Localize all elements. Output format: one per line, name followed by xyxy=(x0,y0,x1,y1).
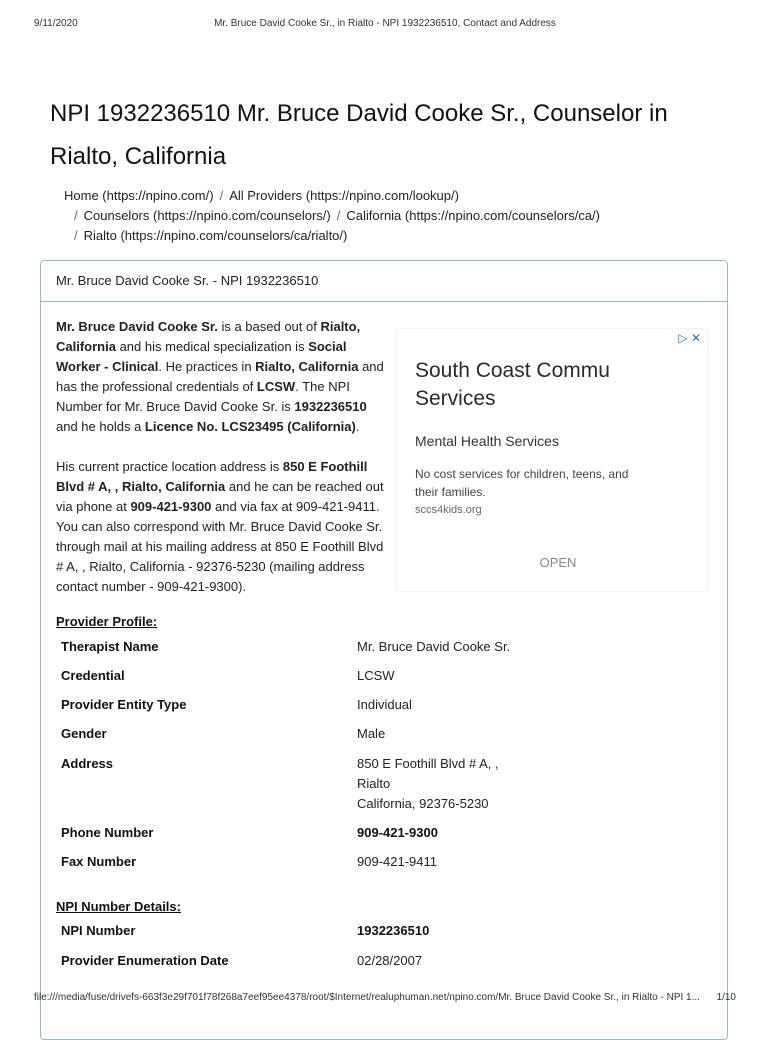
row-label: Address xyxy=(61,756,114,771)
row-label: Phone Number xyxy=(61,825,154,840)
card-header: Mr. Bruce David Cooke Sr. - NPI 1932236510 xyxy=(41,261,727,302)
row-label: Provider Entity Type xyxy=(61,697,187,712)
body-text: and via fax at 909-421-9411. You can also correspond with Mr. Bruce David Cooke Sr. through mail at his mailing address at 850 E Foothill Blvd # A, , Rialto, California - 92376-5230 (mailing address contact number - 909-421-9300). xyxy=(56,499,384,594)
row-label: NPI Number xyxy=(61,923,136,938)
row-value: 02/28/2007 xyxy=(357,953,423,968)
intro-paragraph-2 xyxy=(56,457,386,597)
close-icon[interactable]: ✕ xyxy=(690,331,701,345)
breadcrumb xyxy=(64,186,744,246)
row-label: Provider Enumeration Date xyxy=(61,953,229,968)
footer-url: file:///media/fuse/drivefs-663f3e29f701f78f268a7eef95ee4378/root/$Internet/realuphuman.net/npino.com/Mr. Bruce David Cooke Sr., in Rialto - NPI 1... xyxy=(34,992,700,1003)
breadcrumb-home[interactable]: Home (https://npino.com/) xyxy=(64,188,214,203)
row-label: Therapist Name xyxy=(61,639,159,654)
fax-value: 909-421-9411 xyxy=(357,854,437,869)
row-value: Individual xyxy=(357,697,412,712)
body-text: . The NPI Number for Mr. Bruce David Cooke Sr. is xyxy=(56,379,350,414)
breadcrumb-california[interactable]: California (https://npino.com/counselors/ca/) xyxy=(346,208,600,223)
ad-description: No cost services for children, teens, and their families. xyxy=(415,467,629,499)
phone-value[interactable]: 909-421-9300 xyxy=(357,825,438,840)
breadcrumb-separator: / xyxy=(74,208,78,223)
ad-title-line2[interactable]: Services xyxy=(415,387,496,410)
address-line-2: Rialto xyxy=(357,776,391,791)
row-label: Fax Number xyxy=(61,854,137,869)
body-text: is a based out of xyxy=(217,319,321,334)
page-number: 1/10 xyxy=(716,992,736,1003)
body-text: and his medical specialization is xyxy=(115,339,309,354)
breadcrumb-separator: / xyxy=(219,188,224,203)
row-label: Credential xyxy=(61,668,125,683)
address-value xyxy=(357,754,499,814)
body-text: . xyxy=(355,419,360,434)
print-title: Mr. Bruce David Cooke Sr., in Rialto - NPI 1932236510, Contact and Address xyxy=(214,18,556,29)
row-value: LCSW xyxy=(357,668,395,683)
breadcrumb-counselors[interactable]: Counselors (https://npino.com/counselors/) xyxy=(83,208,331,223)
highlight-text: 1932236510 xyxy=(294,399,367,414)
npi-details-title: NPI Number Details: xyxy=(56,899,181,914)
ad-choices-icon[interactable]: ▷ xyxy=(678,331,688,345)
highlight-text: 909-421-9300 xyxy=(130,499,212,514)
breadcrumb-separator: / xyxy=(74,228,78,243)
breadcrumb-separator: / xyxy=(336,208,341,223)
body-text: and has the professional credentials of xyxy=(56,359,384,394)
breadcrumb-all-providers[interactable]: All Providers (https://npino.com/lookup/) xyxy=(229,188,459,203)
address-line-3: California, 92376-5230 xyxy=(357,796,489,811)
highlight-text: Social Worker - Clinical xyxy=(56,339,347,374)
row-value: 1932236510 xyxy=(357,923,430,938)
ad-title[interactable]: South Coast Commu xyxy=(415,359,610,382)
print-header xyxy=(34,18,736,32)
provider-intro xyxy=(56,317,386,617)
intro-paragraph-1 xyxy=(56,317,386,437)
highlight-text: LCSW xyxy=(256,379,296,394)
provider-card xyxy=(40,260,728,1040)
body-text: . He practices in xyxy=(158,359,256,374)
highlight-text: Licence No. LCS23495 (California) xyxy=(144,419,356,434)
row-label: Gender xyxy=(61,726,107,741)
ad-open-button[interactable]: OPEN xyxy=(539,555,577,570)
ad-subtitle: Mental Health Services xyxy=(415,433,559,449)
breadcrumb-rialto[interactable]: Rialto (https://npino.com/counselors/ca/rialto/) xyxy=(83,228,348,243)
highlight-text: Rialto, California xyxy=(56,319,361,354)
print-date: 9/11/2020 xyxy=(34,18,78,29)
body-text: and he holds a xyxy=(56,419,145,434)
highlight-text: 850 E Foothill Blvd # A, , Rialto, California xyxy=(56,459,368,494)
provider-profile-title: Provider Profile: xyxy=(56,614,158,629)
body-text: His current practice location address is xyxy=(56,459,283,474)
highlight-text: Mr. Bruce David Cooke Sr. xyxy=(56,319,218,334)
body-text: and he can be reached out via phone at xyxy=(56,479,384,514)
row-value: Mr. Bruce David Cooke Sr. xyxy=(357,639,511,654)
ad-controls xyxy=(678,331,701,345)
advertisement[interactable] xyxy=(396,328,708,592)
highlight-text: Rialto, California xyxy=(255,359,359,374)
page-title: NPI 1932236510 Mr. Bruce David Cooke Sr., Counselor in Rialto, California xyxy=(50,100,668,170)
ad-url[interactable]: sccs4kids.org xyxy=(415,504,482,516)
row-value: Male xyxy=(357,726,386,741)
address-line-1: 850 E Foothill Blvd # A, , xyxy=(357,756,499,771)
